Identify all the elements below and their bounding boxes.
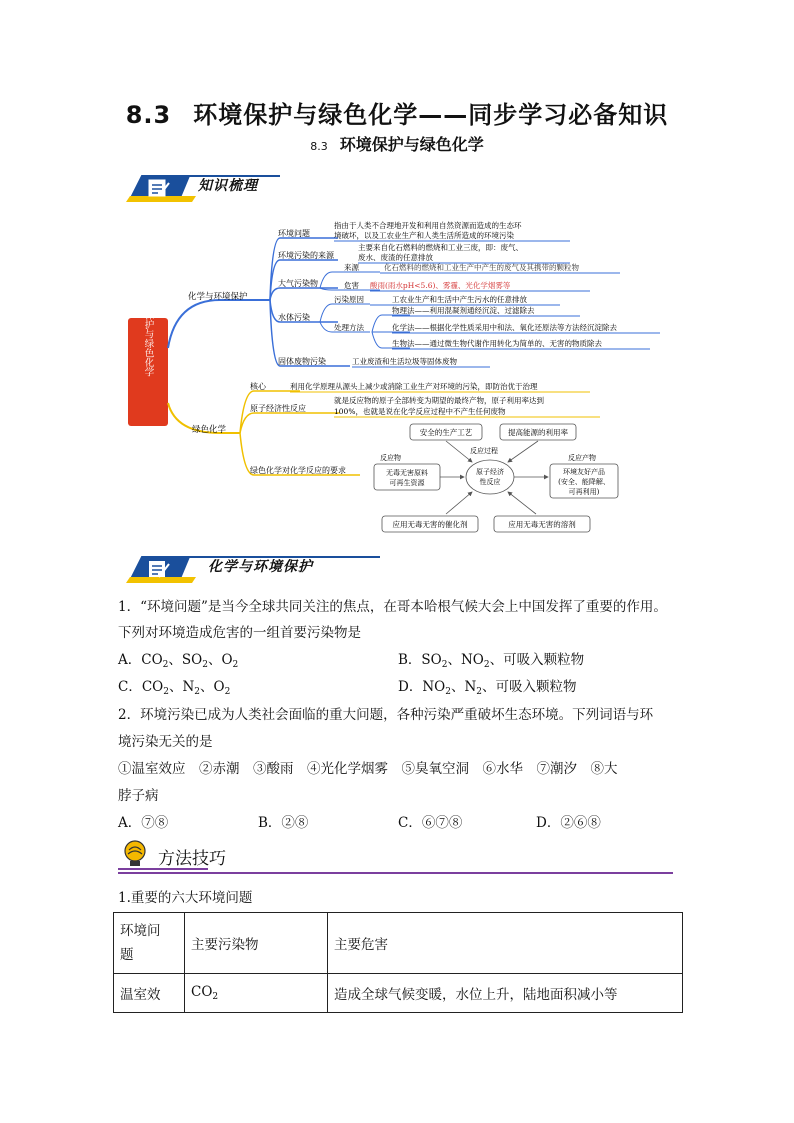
env-problems-table [113, 912, 683, 1013]
node-air: 大气污染物 [278, 279, 318, 288]
q2-items-line2: 脖子病 [118, 788, 159, 804]
q2-items: ①温室效应 ②赤潮 ③酸雨 ④光化学烟雾 ⑤臭氧空洞 ⑥水华 ⑦潮汐 ⑧大 [118, 761, 618, 777]
section-title-chem-env: 化学与环境保护 [208, 559, 313, 575]
page-title: 8.3 环境保护与绿色化学——同步学习必备知识 [125, 101, 669, 129]
water-m3: 生物法——通过微生物代谢作用转化为简单的、无害的物质除去 [392, 339, 602, 348]
node-core: 核心 [250, 382, 266, 391]
q1-stem-line1: 1．“环境问题”是当今全球共同关注的焦点，在哥本哈根气候大会上中国发挥了重要的作用。 [118, 599, 667, 615]
solvent-node: 应用无毒无害的溶剂 [508, 520, 576, 529]
tips-item-1: 1.重要的六大环境问题 [118, 890, 253, 906]
pollution-source-desc2: 废水、废渣的任意排放 [358, 253, 433, 262]
lightbulb-icon [120, 838, 152, 868]
q1-option-d: D．$NO_2$、$N_2$、可吸入颗粒物 [398, 679, 577, 697]
catalyst-node: 应用无毒无害的催化剂 [392, 520, 468, 529]
table-row [114, 974, 683, 1013]
root-label: 环境保护与绿色化学 [142, 291, 154, 377]
env-problem-desc1: 指由于人类不合理地开发和利用自然资源而造成的生态环 [334, 221, 522, 230]
q1-option-b: B．$SO_2$、$NO_2$、可吸入颗粒物 [398, 652, 585, 670]
q1-option-a: A．$CO_2$、$SO_2$、$O_2$ [118, 652, 239, 670]
q2-stem-line2: 境污染无关的是 [118, 734, 213, 750]
notepad-icon [146, 177, 172, 199]
solid-desc: 工业废渣和生活垃圾等固体废物 [352, 357, 457, 366]
table-header-cell: 主要污染物 [185, 913, 328, 974]
branch-chem-env: 化学与环境保护 [188, 292, 248, 302]
node-env-problem: 环境问题 [278, 229, 310, 238]
q2-option-a: A．⑦⑧ [118, 815, 169, 831]
q2-option-d: D．②⑥⑧ [536, 815, 601, 831]
tips-divider [118, 872, 673, 874]
pollution-source-desc1: 主要来自化石燃料的燃烧和工业三废，即：废气、 [358, 243, 523, 252]
q2-option-b: B．②⑧ [258, 815, 309, 831]
water-method: 处理方法 [334, 323, 364, 332]
node-pollution-source: 环境污染的来源 [278, 251, 334, 260]
reactant-box2: 可再生资源 [389, 479, 425, 487]
water-m1: 物理法——利用混凝剂通经沉淀、过滤除去 [392, 306, 535, 315]
water-m2: 化学法——根据化学性质采用中和法、氧化还原法等方法经沉淀除去 [392, 323, 617, 332]
water-cause-desc: 工农业生产和生活中产生污水的任意排放 [392, 295, 527, 304]
product-3: 可再利用) [568, 488, 600, 496]
section-title-tips: 方法技巧 [158, 849, 226, 869]
safe-process: 安全的生产工艺 [419, 428, 473, 437]
air-harm: 危害 [344, 281, 359, 290]
table-header-row [114, 913, 683, 974]
center-node2: 性反应 [479, 478, 501, 486]
node-water: 水体污染 [278, 313, 310, 322]
energy-efficiency: 提高能源的利用率 [508, 428, 568, 437]
mind-map [120, 208, 680, 538]
product-2: (安全、能降解、 [558, 478, 610, 486]
reactant-label: 反应物 [380, 454, 401, 462]
table-header-cell: 主要危害 [328, 913, 683, 974]
node-req: 绿色化学对化学反应的要求 [250, 466, 346, 475]
env-problem-desc2: 境破坏，以及工农业生产和人类生活所造成的环境污染 [334, 231, 514, 240]
section-banner-knowledge [120, 172, 280, 202]
node-solid: 固体废物污染 [278, 357, 326, 366]
notepad-icon [146, 558, 172, 580]
q1-stem-line2: 下列对环境造成危害的一组首要污染物是 [118, 625, 361, 641]
core-desc: 利用化学原理从源头上减少或消除工业生产对环境的污染，即防治优于治理 [290, 382, 538, 391]
q2-stem-line1: 2．环境污染已成为人类社会面临的重大问题，各种污染严重破坏生态环境。下列词语与环 [118, 707, 654, 723]
reactant-box1: 无毒无害原料 [386, 469, 428, 477]
air-harm-desc: 酸雨(雨水pH<5.6)、雾霾、光化学烟雾等 [370, 281, 511, 290]
center-node1: 原子经济 [476, 468, 504, 476]
table-cell: $CO_2$ [185, 974, 328, 1013]
atom-desc2: 100%，也就是说在化学反应过程中不产生任何废物 [334, 407, 506, 416]
table-cell: 造成全球气候变暖，水位上升，陆地面积减小等 [328, 974, 683, 1013]
node-atom: 原子经济性反应 [250, 404, 306, 413]
product-1: 环境友好产品 [563, 468, 605, 476]
section-title-knowledge: 知识梳理 [198, 178, 258, 194]
air-source: 来源 [344, 263, 359, 272]
section-banner-chem-env [120, 553, 380, 583]
branch-green: 绿色化学 [192, 425, 227, 435]
table-cell: 温室效 [114, 974, 185, 1013]
air-source-desc: 化石燃料的燃烧和工业生产中产生的废气及其携带的颗粒物 [384, 263, 579, 272]
product-label: 反应产物 [568, 454, 596, 462]
q2-option-c: C．⑥⑦⑧ [398, 815, 463, 831]
process-label: 反应过程 [470, 447, 498, 455]
water-cause: 污染原因 [334, 295, 364, 304]
table-header-cell: 环境问 题 [114, 913, 185, 974]
atom-desc1: 就是反应物的原子全部转变为期望的最终产物，原子利用率达到 [334, 396, 544, 405]
q1-option-c: C．$CO_2$、$N_2$、$O_2$ [118, 679, 231, 697]
page-subtitle: 8.3 环境保护与绿色化学 [310, 135, 484, 154]
